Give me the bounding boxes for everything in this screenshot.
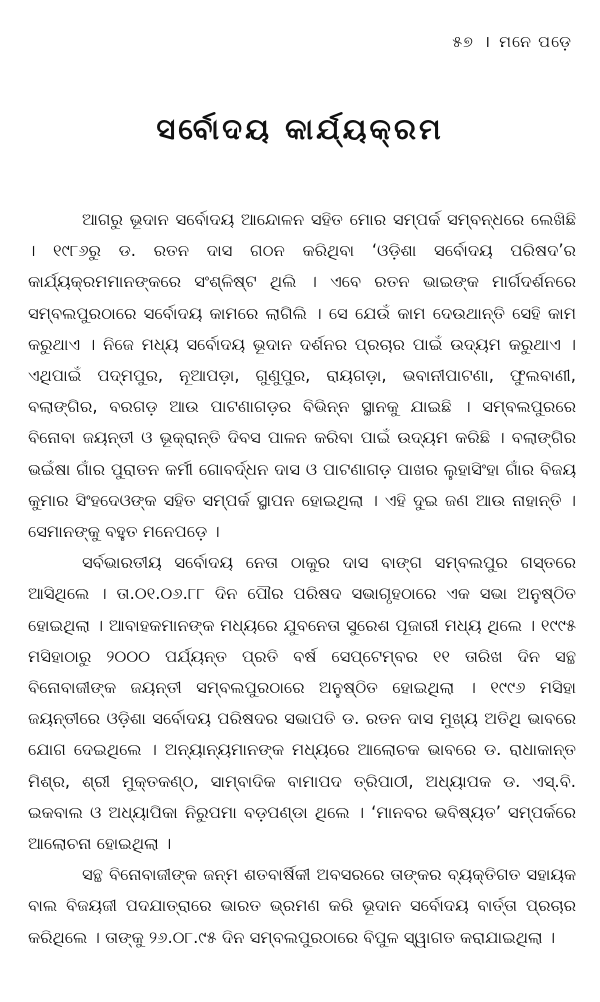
page-number: ୫୭ (452, 32, 474, 51)
chapter-title: ସର୍ବୋଦୟ କାର୍ଯ୍ୟକ୍ରମ (156, 112, 444, 146)
header-separator: । (483, 32, 492, 51)
paragraph: ଆଗରୁ ଭୂଦାନ ସର୍ବୋଦୟ ଆନ୍ଦୋଳନ ସହିତ ମୋର ସମ୍ପର୍କ ସମ୍ବନ୍ଧରେ ଲେଖିଛି । ୧୯୮୬ରୁ ଡ. ରତନ ଦାସ ଗଠନ କରିଥିବା ‘ଓଡ଼ିଶା ସର୍ବୋଦୟ ପରିଷଦ’ର କାର୍ଯ୍ୟକ୍ରମମାନଙ୍କରେ ସଂଶ୍ଳିଷ୍ଟ ଥିଲି । ଏବେ ରତନ ଭାଇଙ୍କ ମାର୍ଗଦର୍ଶନରେ ସମ୍ବଲପୁରଠାରେ ସର୍ବୋଦୟ କାମରେ ଲାଗିଲି । ସେ ଯେଉଁ କାମ ଦେଉଥାନ୍ତି ସେହି କାମ କରୁଥାଏ । ନିଜେ ମଧ୍ୟ ସର୍ବୋଦୟ ଭୂଦାନ ଦର୍ଶନର ପ୍ରଚାର ପାଇଁ ଉଦ୍ୟମ କରୁଥାଏ । ଏଥିପାଇଁ ପଦ୍ମପୁର, ନୂଆପଡ଼ା, ଗୁଣୁପୁର, ରାୟଗଡ଼ା, ଭବାନୀପାଟଣା, ଫୁଲବାଣୀ, ବଲାଙ୍ଗିର, ବରଗଡ଼ ଆଉ ପାଟଣାଗଡ଼ର ବିଭିନ୍ନ ସ୍ଥାନକୁ ଯାଇଛି । ସମ୍ବଲପୁରରେ ବିନୋବା ଜୟନ୍ତୀ ଓ ଭୂକ୍ରାନ୍ତି ଦିବସ ପାଳନ କରିବା ପାଇଁ ଉଦ୍ୟମ କରିଛି । ବଲାଙ୍ଗିର ଭଇଁଷା ଗାଁର ପୁରାତନ କର୍ମୀ ଗୋବର୍ଦ୍ଧନ ଦାସ ଓ ପାଟଣାଗଡ଼ ପାଖର ଲୁହାସିଂହା ଗାଁର ବିଜୟ କୁମାର ସିଂହଦେଓଙ୍କ ସହିତ ସମ୍ପର୍କ ସ୍ଥାପନ ହୋଇଥିଲା । ଏହି ଦୁଇ ଜଣ ଆଉ ନାହାନ୍ତି । ସେମାନଙ୍କୁ ବହୁତ ମନେପଡ଼େ । (28, 210, 576, 542)
paragraph: ସନ୍ଥ ବିନୋବାଜୀଙ୍କ ଜନ୍ମ ଶତବାର୍ଷିକୀ ଅବସରରେ ତାଙ୍କର ବ୍ୟକ୍ତିଗତ ସହାୟକ ବାଲ ବିଜୟଜୀ ପଦଯାତ୍ରାରେ ଭାରତ ଭ୍ରମଣ କରି ଭୂଦାନ ସର୍ବୋଦୟ ବାର୍ତ୍ତା ପ୍ରଚାର କରିଥିଲେ । ତାଙ୍କୁ ୨୬.୦୮.୯୫ ଦିନ ସମ୍ବଲପୁରଠାରେ ବିପୁଳ ସ୍ୱାଗତ କରାଯାଇଥିଲା । (28, 865, 576, 947)
body-text (28, 204, 576, 953)
running-header (452, 30, 572, 52)
paragraph: ସର୍ବଭାରତୀୟ ସର୍ବୋଦୟ ନେତା ଠାକୁର ଦାସ ବାଙ୍ଗ ସମ୍ବଲପୁର ଗସ୍ତରେ ଆସିଥିଲେ । ତା.୦୧.୦୬.୮୮ ଦିନ ପୌର ପରିଷଦ ସଭାଗୃହଠାରେ ଏକ ସଭା ଅନୁଷ୍ଠିତ ହୋଇଥିଲା । ଆବାହକମାନଙ୍କ ମଧ୍ୟରେ ଯୁବନେତା ସୁରେଶ ପୂଜାରୀ ମଧ୍ୟ ଥିଲେ । ୧୯୯୫ ମସିହାଠାରୁ ୨୦୦୦ ପର୍ଯ୍ୟନ୍ତ ପ୍ରତି ବର୍ଷ ସେପ୍ଟେମ୍ବର ୧୧ ତାରିଖ ଦିନ ସନ୍ଥ ବିନୋବାଜୀଙ୍କ ଜୟନ୍ତୀ ସମ୍ବଲପୁରଠାରେ ଅନୁଷ୍ଠିତ ହୋଇଥିଲା । ୧୯୯୬ ମସିହା ଜୟନ୍ତୀରେ ଓଡ଼ିଶା ସର୍ବୋଦୟ ପରିଷଦର ସଭାପତି ଡ. ରତନ ଦାସ ମୁଖ୍ୟ ଅତିଥି ଭାବରେ ଯୋଗ ଦେଇଥିଲେ । ଅନ୍ୟାନ୍ୟମାନଙ୍କ ମଧ୍ୟରେ ଆଲୋଚକ ଭାବରେ ଡ. ରାଧାକାନ୍ତ ମିଶ୍ର, ଶ୍ରୀ ମୁକ୍ତକଣ୍ଠ, ସାମ୍ବାଦିକ ବାମାପଦ ତ୍ରିପାଠୀ, ଅଧ୍ୟାପକ ଡ. ଏସ୍.ବି. ଇକବାଲ ଓ ଅଧ୍ୟାପିକା ନିରୁପମା ବଡ଼ପଣ୍ଡା ଥିଲେ । ‘ମାନବର ଭବିଷ୍ୟତ’ ସମ୍ପର୍କରେ ଆଲୋଚନା ହୋଇଥିଲା । (28, 553, 576, 854)
running-title: ମନେ ପଡ଼େ (499, 32, 572, 51)
